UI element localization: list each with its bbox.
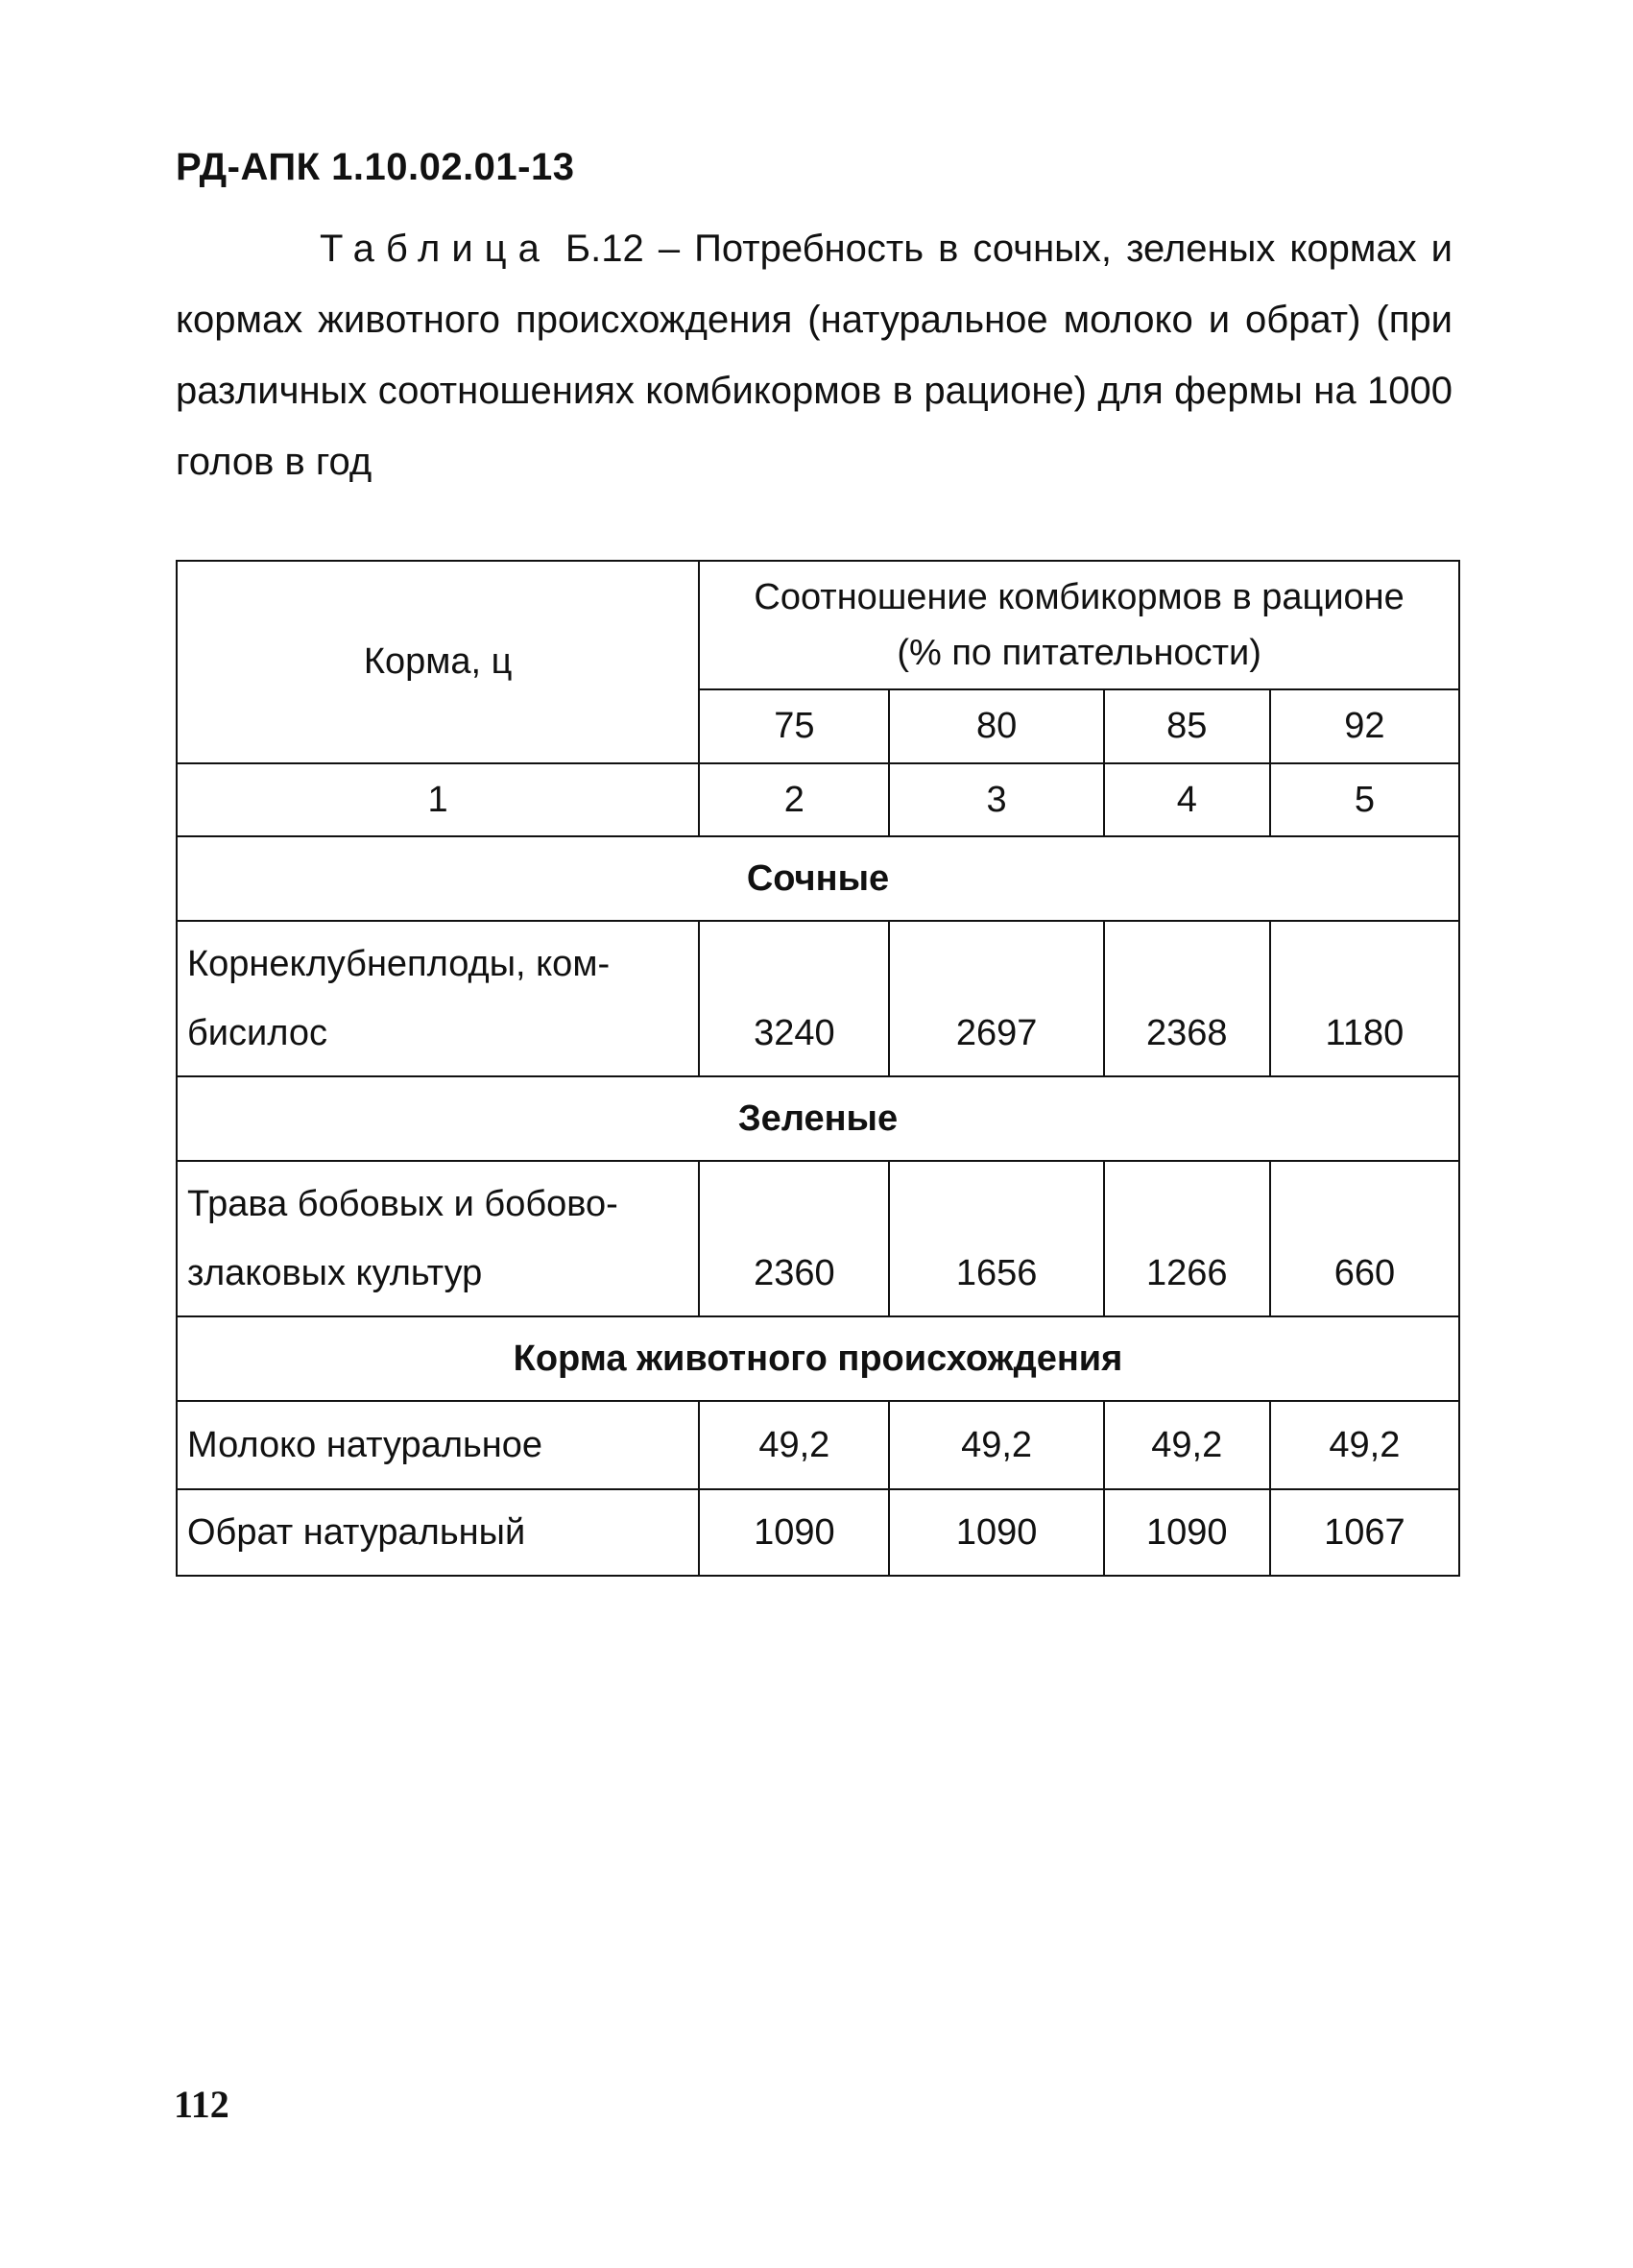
section-title: Сочные — [177, 836, 1459, 921]
value-cell: 1656 — [889, 1161, 1103, 1316]
header-ratio-line2: (% по питательности) — [897, 633, 1261, 673]
table-caption — [176, 213, 1453, 497]
row-name-line2: злаковых культур — [187, 1253, 483, 1293]
table-row — [177, 921, 1459, 1076]
table-header-row — [177, 561, 1459, 689]
section-title: Зеленые — [177, 1076, 1459, 1161]
row-name — [177, 921, 699, 1076]
table-row — [177, 1161, 1459, 1316]
table-caption-text: Б.12 – Потребность в сочных, зеленых кормах и кормах животного происхождения (натуральное молоко и обрат) (при различных соотношениях комбикормов в рационе) для фермы на 1000 голов в год — [176, 228, 1453, 483]
row-name — [177, 1161, 699, 1316]
value-cell: 1266 — [1104, 1161, 1270, 1316]
section-title: Корма животного происхождения — [177, 1316, 1459, 1401]
row-name-line1: Корнеклубнеплоды, ком- — [187, 944, 611, 984]
header-feeds: Корма, ц — [177, 561, 699, 763]
table-row — [177, 1401, 1459, 1489]
column-number: 5 — [1270, 763, 1459, 836]
section-row — [177, 836, 1459, 921]
header-ratio-line1: Соотношение комбикормов в рационе — [754, 577, 1405, 617]
ratio-cell: 85 — [1104, 689, 1270, 763]
page-number: 112 — [174, 2083, 229, 2126]
column-number-row — [177, 763, 1459, 836]
value-cell: 2368 — [1104, 921, 1270, 1076]
table-row — [177, 1489, 1459, 1576]
column-number: 2 — [699, 763, 889, 836]
document-code: РД-АПК 1.10.02.01-13 — [176, 146, 575, 188]
row-name-line2: бисилос — [187, 1013, 327, 1053]
section-row — [177, 1316, 1459, 1401]
value-cell: 2697 — [889, 921, 1103, 1076]
feed-requirements-table — [176, 560, 1460, 1577]
value-cell: 49,2 — [889, 1401, 1103, 1489]
value-cell: 1090 — [889, 1489, 1103, 1576]
value-cell: 1180 — [1270, 921, 1459, 1076]
header-ratio-group — [699, 561, 1459, 689]
value-cell: 49,2 — [699, 1401, 889, 1489]
ratio-cell: 75 — [699, 689, 889, 763]
row-name: Обрат натуральный — [177, 1489, 699, 1576]
value-cell: 660 — [1270, 1161, 1459, 1316]
value-cell: 49,2 — [1270, 1401, 1459, 1489]
column-number: 1 — [177, 763, 699, 836]
value-cell: 1067 — [1270, 1489, 1459, 1576]
row-name: Молоко натуральное — [177, 1401, 699, 1489]
value-cell: 1090 — [1104, 1489, 1270, 1576]
ratio-cell: 92 — [1270, 689, 1459, 763]
section-row — [177, 1076, 1459, 1161]
column-number: 4 — [1104, 763, 1270, 836]
value-cell: 2360 — [699, 1161, 889, 1316]
column-number: 3 — [889, 763, 1103, 836]
value-cell: 49,2 — [1104, 1401, 1270, 1489]
ratio-cell: 80 — [889, 689, 1103, 763]
table-caption-label: Таблица — [320, 228, 551, 270]
row-name-line1: Трава бобовых и бобово- — [187, 1184, 618, 1224]
value-cell: 1090 — [699, 1489, 889, 1576]
value-cell: 3240 — [699, 921, 889, 1076]
